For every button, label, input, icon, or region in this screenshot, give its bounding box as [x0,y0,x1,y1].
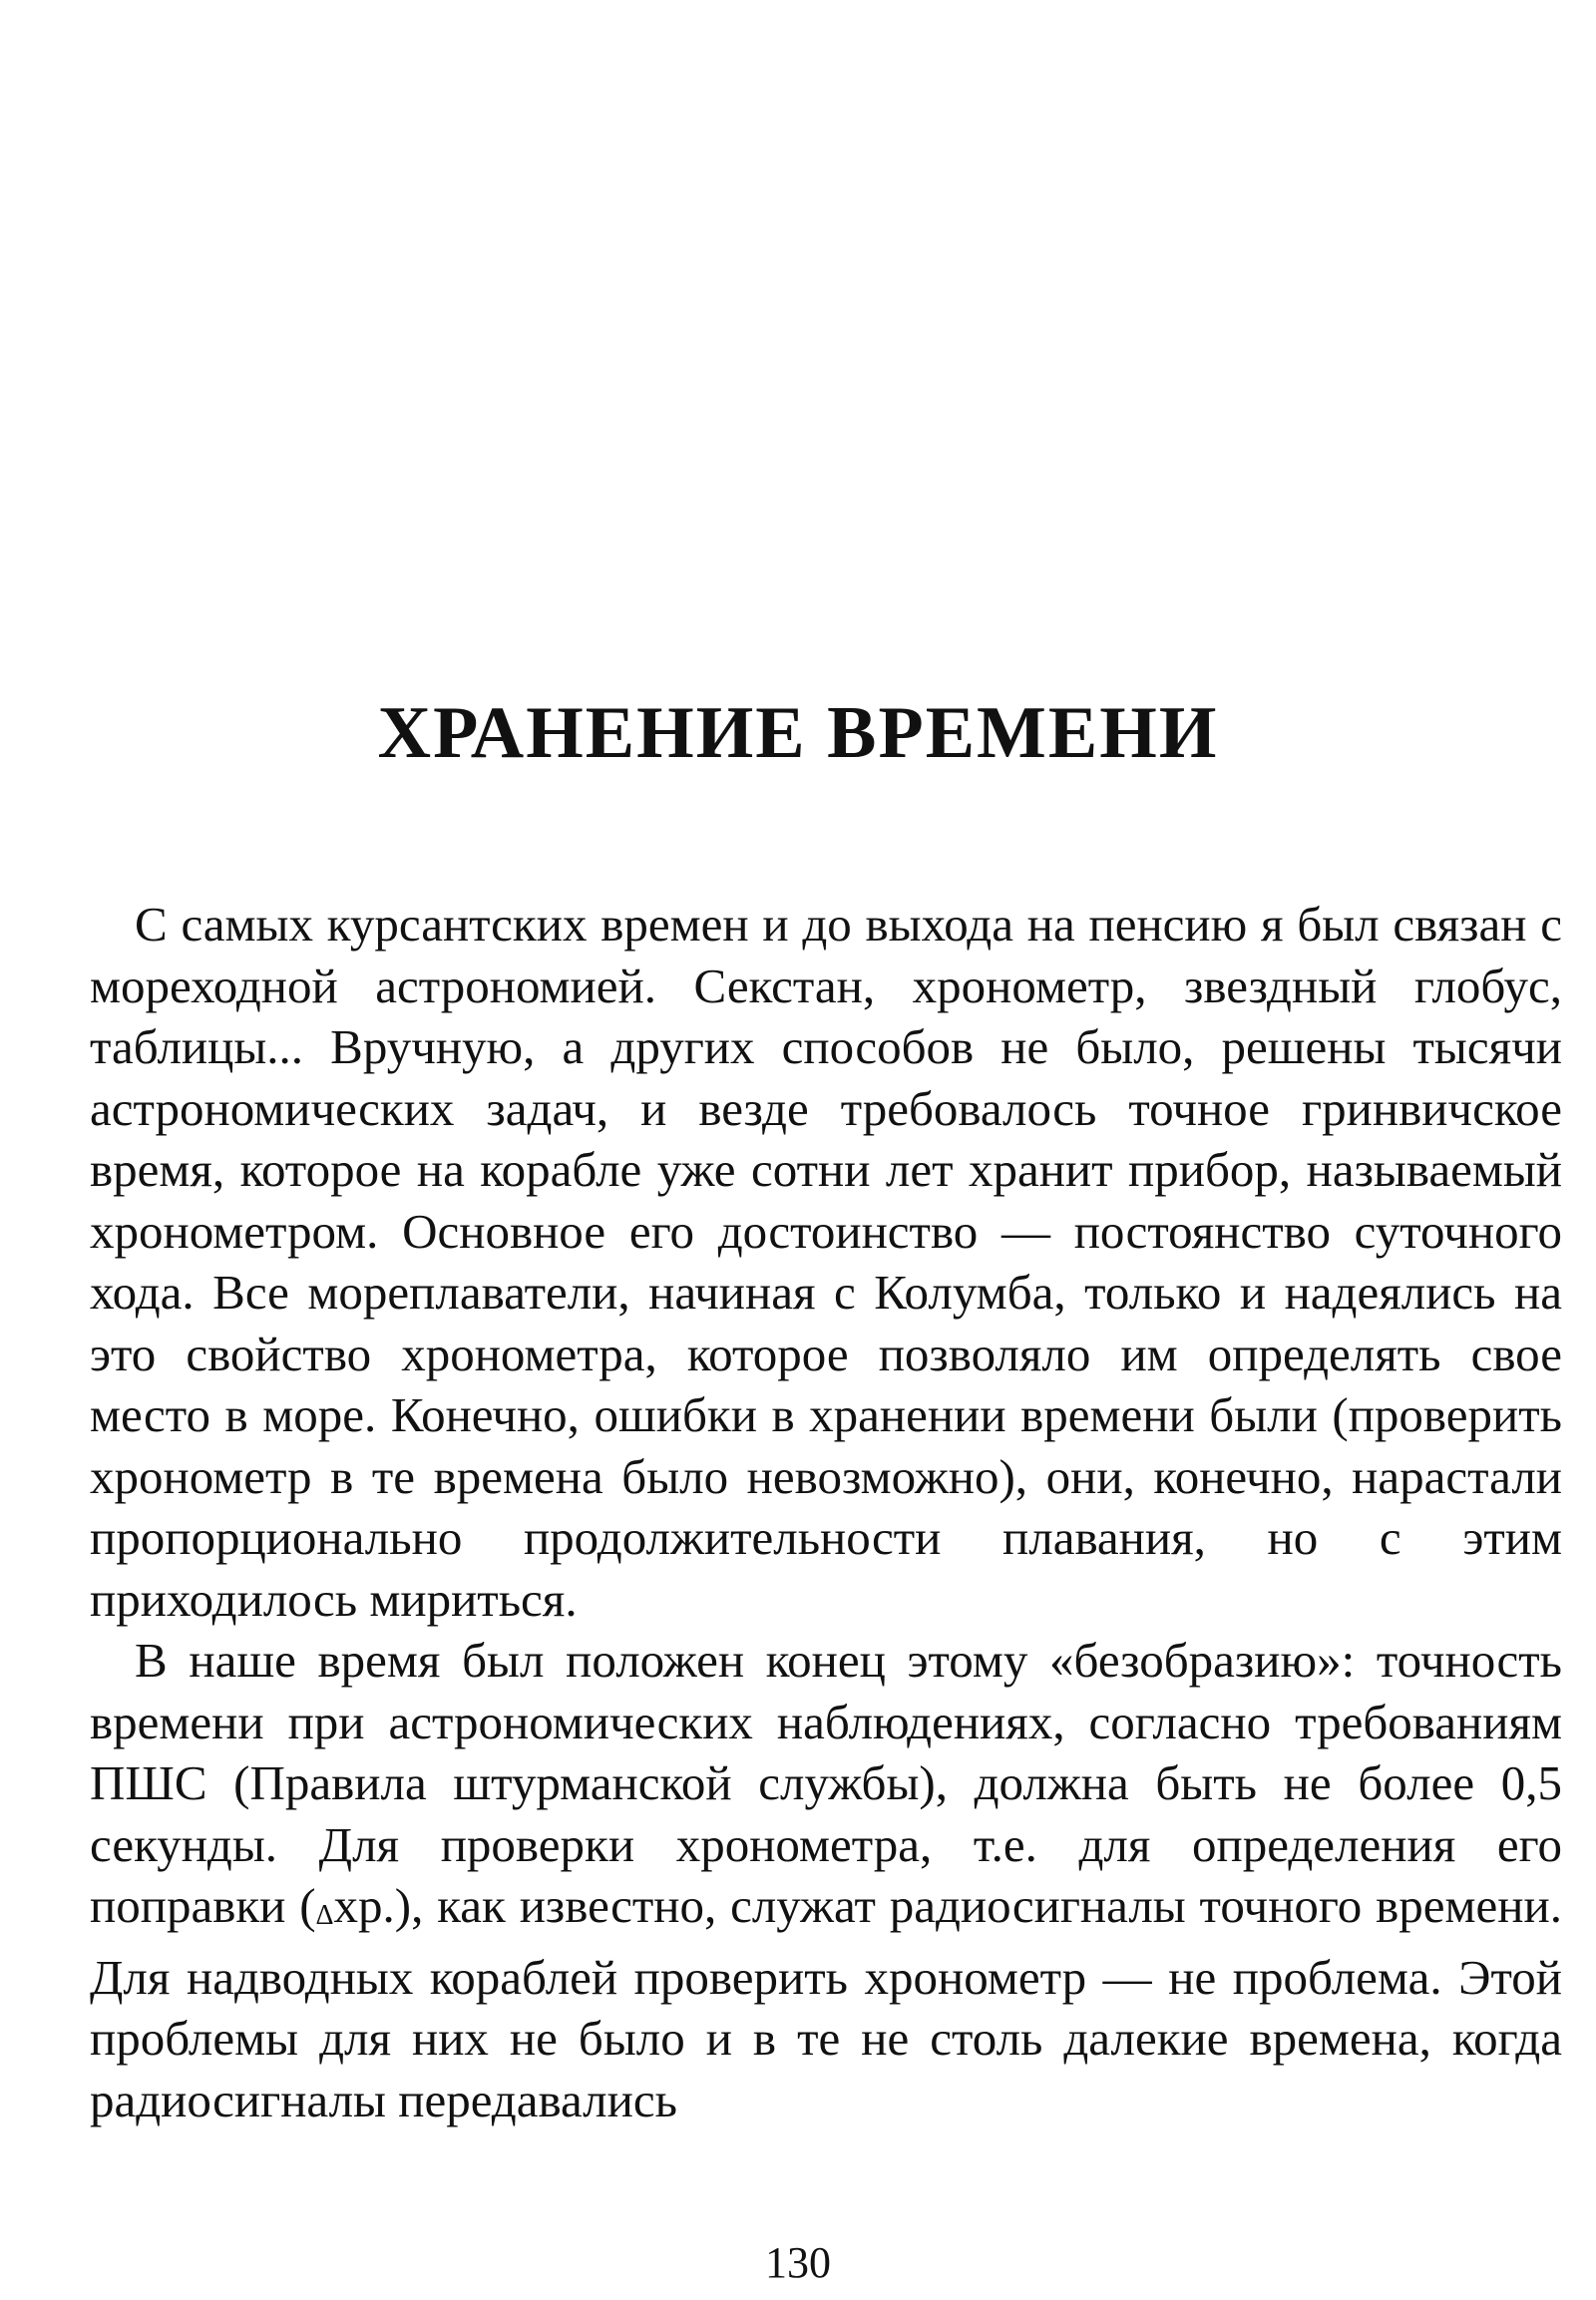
paragraph-1: С самых курсантских времен и до выхода на пенсию я был связан с мореходной астрономией. Секстан, хронометр, звездный глобус, таблицы... Вручную, а других способов не было, решены тысячи астрономических задач, и везде требовалось точное гринвичское время, которое на корабле уже сотни лет хранит прибор, называемый хронометром. Основное его достоинство — постоянство суточного хода. Все мореплаватели, начиная с Колумба, только и надеялись на это свойство хронометра, которое позволяло им определять свое место в море. Конечно, ошибки в хранении времени были (проверить хронометр в те времена было невозможно), они, конечно, нарастали пропорционально продолжительности плавания, но с этим приходилось мириться. [90,897,1562,1627]
chapter-title: ХРАНЕНИЕ ВРЕМЕНИ [377,692,1219,774]
body-text [90,894,1562,2130]
paragraph-2-part-2: хр.), как известно, служат радиосигналы точного времени. Для надводных кораблей проверить хронометр — не проблема. Этой проблемы для них не было и в те не столь далекие времена, когда радиосигналы передавались [90,1878,1562,2127]
paragraph-2 [90,1630,1562,2130]
delta-symbol: Δ [315,1900,334,1931]
page-number: 130 [765,2238,831,2287]
paragraph-2-part-1: В наше время был положен конец этому «безобразию»: точность времени при астрономических наблюдениях, согласно требованиям ПШС (Правила штурманской службы), должна быть не более 0,5 секунды. Для проверки хронометра, т.е. для определения его поправки ( [90,1633,1562,1933]
